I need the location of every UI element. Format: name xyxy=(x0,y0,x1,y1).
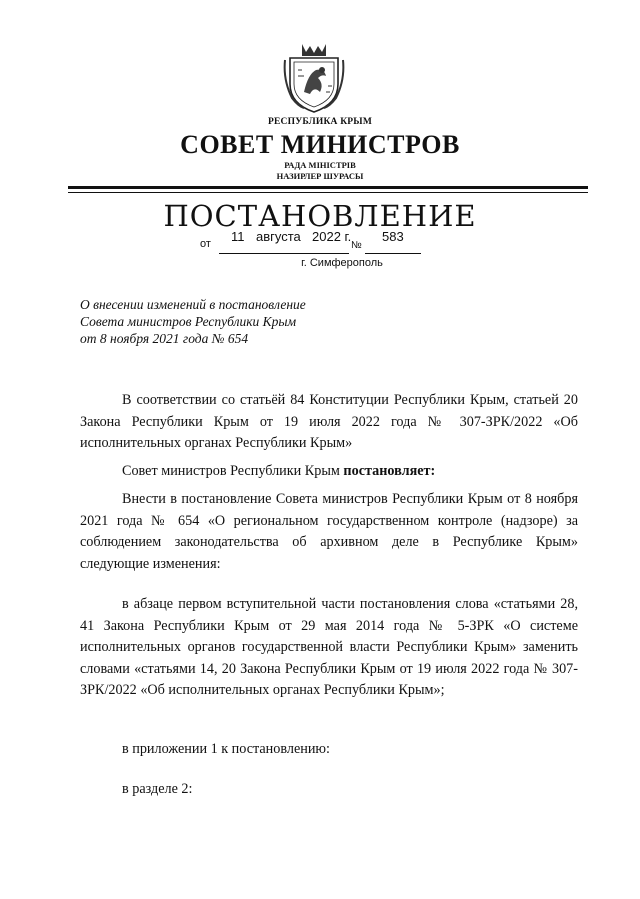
paragraph-legal-basis: В соответствии со статьёй 84 Конституции Республики Крым, статьей 20 Закона Республики Крым от 19 июля 2022 года № 307-ЗРК/2022 «Об исполнительных органах Республики Крым» xyxy=(80,392,578,451)
subject-line: Совета министров Республики Крым xyxy=(80,314,297,329)
number-underline xyxy=(365,253,421,254)
paragraph-section: в разделе 2: xyxy=(122,781,193,797)
council-title: СОВЕТ МИНИСТРОВ xyxy=(180,130,460,159)
resolves-keyword: постановляет: xyxy=(343,463,436,479)
decree-subject xyxy=(80,296,400,347)
from-label: от xyxy=(200,238,211,250)
decree-title: ПОСТАНОВЛЕНИЕ xyxy=(163,199,477,233)
decree-date-day: 11 xyxy=(231,229,245,244)
subject-line: О внесении изменений в постановление xyxy=(80,297,306,312)
crimean-tatar-name: НАЗИРЛЕР ШУРАСЫ xyxy=(276,171,364,181)
paragraph-appendix: в приложении 1 к постановлению: xyxy=(122,741,330,757)
decree-number: 583 xyxy=(382,229,404,244)
paragraph-amend: Внести в постановление Совета министров Республики Крым от 8 ноября 2021 года № 654 «О региональном государственном контроле (надзоре) за соблюдением законодательства об архивном деле в Республике Крым» следующие изменения: xyxy=(80,491,578,572)
ukrainian-name: РАДА МІНІСТРІВ xyxy=(284,160,356,170)
decree-date-month: августа xyxy=(256,229,301,244)
date-underline xyxy=(219,253,349,254)
resolves-text: Совет министров Республики Крым xyxy=(122,463,344,479)
subject-line: от 8 ноября 2021 года № 654 xyxy=(80,331,249,346)
paragraph-resolves xyxy=(80,461,578,483)
header-divider-thin xyxy=(68,192,588,193)
decree-date-year: 2022 г. xyxy=(312,229,352,244)
number-sign: № xyxy=(351,240,362,251)
city-label: г. Симферополь xyxy=(301,257,383,269)
coat-of-arms-emblem xyxy=(282,40,346,114)
header-divider-thick xyxy=(68,186,588,189)
republic-label: РЕСПУБЛИКА КРЫМ xyxy=(268,117,372,127)
paragraph-replace-words: в абзаце первом вступительной части постановления слова «статьями 28, 41 Закона Республики Крым от 29 мая 2014 года № 5-ЗРК «О системе исполнительных органов государственной власти Республики Крым» заменить словами «статьями 14, 20 Закона Республики Крым от 19 июля 2022 года № 307-ЗРК/2022 «Об исполнительных органах Республики Крым»; xyxy=(80,596,578,698)
